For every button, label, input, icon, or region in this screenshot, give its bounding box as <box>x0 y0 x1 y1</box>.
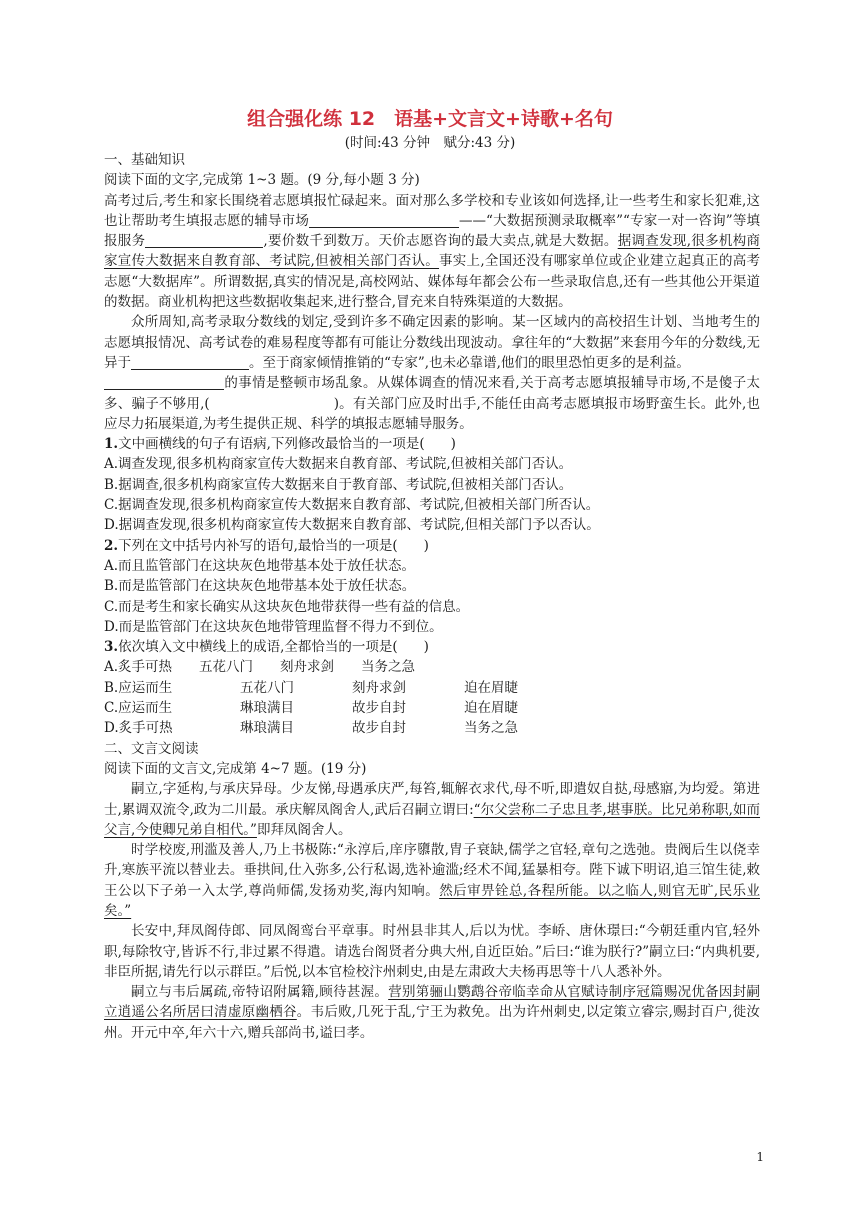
document-body <box>104 150 760 1043</box>
passage-text: )。有关部门应及时出手,不能任由高考志愿填报市场野蛮生长。此外,也应尽力拓展渠道,为考生提供正规、科学的填报志愿辅导服务。 <box>104 395 760 432</box>
passage-paragraph <box>104 191 760 313</box>
section-heading: 二、文言文阅读 <box>104 740 199 757</box>
question-option: D.而是监管部门在这块灰色地带管理监督不得力不到位。 <box>104 618 443 635</box>
underlined-sentence: “尔父尝称二子忠且孝,堪事朕。比兄弟称职,如而父言,今使卿兄弟自相代。” <box>104 801 761 838</box>
question-stem: 2.下列在文中括号内补写的语句,最恰当的一项是( ) <box>104 537 429 554</box>
question-option: A.炙手可热 五花八门 刻舟求剑 当务之急 <box>104 659 416 676</box>
section-instruction: 阅读下面的文言文,完成第 4~7 题。(19 分) <box>104 760 367 777</box>
question-option: D.炙手可热 琳琅满目 故步自封 当务之急 <box>104 720 518 737</box>
passage-text: ,要价数千到数万。天价志愿咨询的最大卖点,就是大数据。 <box>263 233 618 250</box>
question-option: A.而且监管部门在这块灰色地带基本处于放任状态。 <box>104 557 416 574</box>
question-option: C.而是考生和家长确实从这块灰色地带获得一些有益的信息。 <box>104 598 470 615</box>
question-stem: 1.文中画横线的句子有语病,下列修改最恰当的一项是( ) <box>104 436 456 453</box>
underlined-sentence: 据调查发现,很多机构商家宣传大数据来自教育部、考试院,但被相关部门否认。 <box>104 233 761 270</box>
passage-text: 事实上,全国还没有哪家单位或企业建立起真正的高考志愿“大数据库”。所谓数据,真实的情况是,高校网站、媒体每年都会公布一些录取信息,还有一些其他公开渠道的数据。商业机构把这些数据收集起来,进行整合,冒充来自特殊渠道的大数据。 <box>104 253 760 311</box>
question-option: B.应运而生 五花八门 刻舟求剑 迫在眉睫 <box>104 679 518 696</box>
classical-paragraph: 嗣立与韦后属疏,帝特诏附属籍,顾待甚渥。营别第骊山鹦鹉谷帝临幸命从官赋诗制序冠篇赐况优备因封嗣立逍遥公名所居曰清虚原幽栖谷。韦后败,几死于乱,宁王为救免。出为许州刺史,以定策立睿宗,赐封百户,徙汝州。开元中卒,年六十六,赠兵部尚书,谥曰孝。 <box>104 984 760 1041</box>
underlined-sentence: 营别第骊山鹦鹉谷帝临幸命从官赋诗制序冠篇赐况优备因封嗣立逍遥公名所居曰清虚原幽栖谷 <box>104 984 760 1021</box>
passage-text: 的事情是整顿市场乱象。从媒体调查的情况来看,关于高考志愿填报辅导市场,不是傻子太多、骗子不够用,( <box>104 375 760 412</box>
section-heading: 一、基础知识 <box>104 152 185 168</box>
passage-text: 。至于商家倾情推销的“专家”,也未必靠谱,他们的眼里恐怕更多的是利益。 <box>249 354 690 371</box>
question-option: B.据调查,很多机构商家宣传大数据来自于教育部、考试院,但被相关部门否认。 <box>104 476 573 493</box>
passage-text: 高考过后,考生和家长围绕着志愿填报忙碌起来。面对那么多学校和专业该如何选择,让一些考生和家长犯难,这也让帮助考生填报志愿的辅导市场 <box>104 192 760 229</box>
page-subtitle: (时间:43 分钟 赋分:43 分) <box>344 135 516 151</box>
classical-paragraph: 嗣立,字延构,与承庆异母。少友悌,母遇承庆严,每笞,辄解衣求代,母不听,即遣奴自挞,母感寤,为均爱。第进士,累调双流令,政为二川最。承庆解凤阁舍人,武后召嗣立谓曰:“尔父尝称二子忠且孝,堪事朕。比兄弟称职,如而父言,今使卿兄弟自相代。”即拜凤阁舍人。 <box>104 781 761 838</box>
underlined-sentence: 然后审畀铨总,各程所能。以之临人,则官无旷,民乐业矣。” <box>104 882 760 919</box>
fill-blank <box>131 355 249 370</box>
fill-blank <box>104 375 224 390</box>
classical-paragraph: 长安中,拜凤阁侍郎、同凤阁鸾台平章事。时州县非其人,后以为忧。李峤、唐休璟曰:“今朝廷重内官,轻外职,每除牧守,皆诉不行,非过累不得遣。请选台阁贤者分典大州,自近臣始。”后曰:“谁为朕行?”嗣立曰:“内典机要,非臣所据,请先行以示群臣。”后悦,以本官检校汴州刺史,由是左肃政大夫杨再思等十八人悉补外。 <box>104 923 760 980</box>
fill-blank <box>145 233 263 248</box>
passage-text: 众所周知,高考录取分数线的划定,受到许多不确定因素的影响。某一区域内的高校招生计划、当地考生的志愿填报情况、高考试卷的难易程度等都有可能让分数线出现波动。拿往年的“大数据”来套用今年的分数线,无异于 <box>104 314 760 371</box>
question-option: A.调查发现,很多机构商家宣传大数据来自教育部、考试院,但被相关部门否认。 <box>104 456 573 473</box>
question-option: C.据调查发现,很多机构商家宣传大数据来自教育部、考试院,但被相关部门所否认。 <box>104 497 600 514</box>
page-number: 1 <box>756 1150 764 1164</box>
question-stem: 3.依次填入文中横线上的成语,全都恰当的一项是( ) <box>104 639 429 656</box>
section-instruction: 阅读下面的文字,完成第 1~3 题。(9 分,每小题 3 分) <box>104 172 420 189</box>
passage-paragraph <box>104 373 760 434</box>
question-option: C.应运而生 琳琅满目 故步自封 迫在眉睫 <box>104 700 518 717</box>
question-option: B.而是监管部门在这块灰色地带基本处于放任状态。 <box>104 578 416 595</box>
question-option: D.据调查发现,很多机构商家宣传大数据来自教育部、考试院,但相关部门予以否认。 <box>104 517 600 534</box>
page-title: 组合强化练 12 语基+文言文+诗歌+名句 <box>247 108 613 130</box>
passage-text: ——“大数据预测录取概率”“专家一对一咨询”等填报服务 <box>104 212 761 250</box>
passage-paragraph <box>104 312 760 373</box>
fill-blank <box>309 213 459 228</box>
classical-paragraph: 时学校废,刑滥及善人,乃上书极陈:“永淳后,庠序隳散,胄子衰缺,儒学之官轻,章句之选弛。贵阀后生以侥幸升,寒族平流以替业去。垂拱间,仕入弥多,公行私谒,选补逾滥;经术不闻,猛暴相夸。陛下诚下明诏,追三馆生徒,敕王公以下子弟一入太学,尊尚师儒,发扬劝奖,海内知响。然后审畀铨总,各程所能。以之临人,则官无旷,民乐业矣。” <box>104 842 760 919</box>
